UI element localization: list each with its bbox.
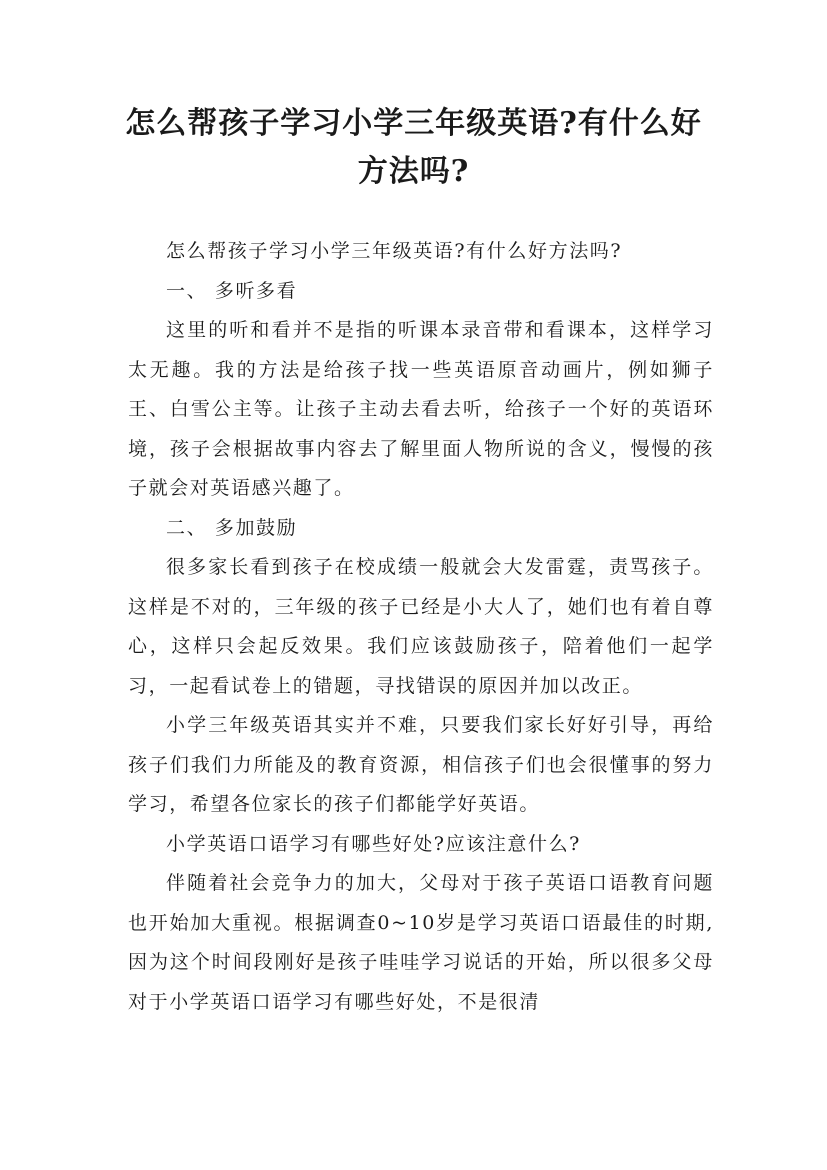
document-body <box>128 232 714 1022</box>
section-heading-2: 二、 多加鼓励 <box>166 516 298 539</box>
title-line-1: 怎么帮孩子学习小学三年级英语?有什么好 <box>125 106 702 141</box>
document-title <box>100 100 727 196</box>
section-heading-1: 一、 多听多看 <box>166 279 298 302</box>
paragraph: 这里的听和看并不是指的听课本录音带和看课本，这样学习太无趣。我的方法是给孩子找一些英语原音动画片，例如狮子王、白雪公主等。让孩子主动去看去听，给孩子一个好的英语环境，孩子会根据故事内容去了解里面人物所说的含义，慢慢的孩子就会对英语感兴趣了。 <box>128 319 714 499</box>
paragraph: 很多家长看到孩子在校成绩一般就会大发雷霆，责骂孩子。这样是不对的，三年级的孩子已经是小大人了，她们也有着自尊心，这样只会起反效果。我们应该鼓励孩子，陪着他们一起学习，一起看试卷上的错题，寻找错误的原因并加以改正。 <box>128 556 714 697</box>
paragraph: 伴随着社会竞争力的加大，父母对于孩子英语口语教育问题也开始加大重视。根据调查0~10岁是学习英语口语最佳的时期,因为这个时间段刚好是孩子哇哇学习说话的开始，所以很多父母对于小学英语口语学习有哪些好处，不是很清 <box>128 872 714 1013</box>
paragraph-intro-question: 怎么帮孩子学习小学三年级英语?有什么好方法吗? <box>166 240 623 262</box>
title-line-2: 方法吗? <box>357 154 470 189</box>
paragraph-subheading-question: 小学英语口语学习有哪些好处?应该注意什么? <box>166 832 581 855</box>
paragraph: 小学三年级英语其实并不难，只要我们家长好好引导，再给孩子们我们力所能及的教育资源，相信孩子们也会很懂事的努力学习，希望各位家长的孩子们都能学好英语。 <box>128 714 714 815</box>
